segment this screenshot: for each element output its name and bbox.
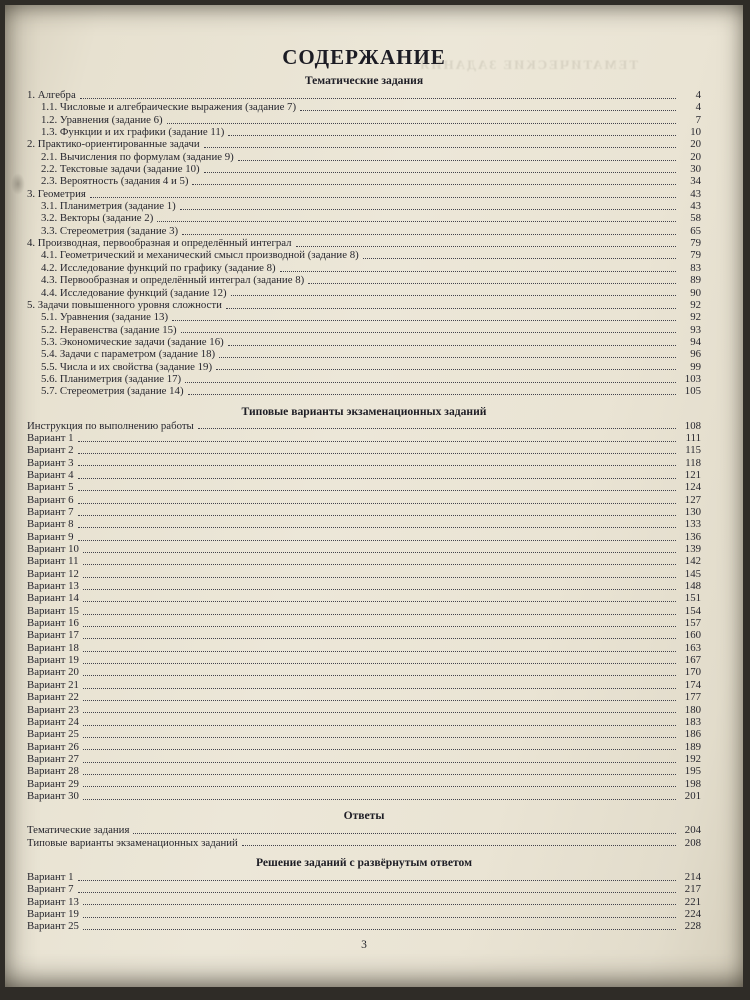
toc-entry-page: 58 (690, 212, 701, 225)
toc-entry-label: 4.2. Исследование функций по графику (задание 8) (41, 261, 276, 274)
toc-entry (27, 920, 701, 932)
dot-leader (188, 394, 676, 395)
toc-entry-page: 10 (690, 126, 701, 139)
dot-leader (83, 725, 676, 726)
toc-entry-label: Вариант 23 (27, 703, 79, 716)
toc-entry (27, 871, 701, 883)
dot-leader (90, 197, 676, 198)
toc-entry (27, 765, 701, 777)
dot-leader (78, 453, 676, 454)
dot-leader (83, 589, 676, 590)
toc-entry-label: Вариант 26 (27, 740, 79, 753)
dot-leader (78, 465, 676, 466)
toc-entry (27, 824, 701, 836)
toc-entry (27, 518, 701, 530)
toc-entry (27, 361, 701, 373)
dot-leader (83, 552, 676, 553)
toc-entry-label: Вариант 21 (27, 678, 79, 691)
toc-entry (27, 883, 701, 895)
dot-leader (83, 663, 676, 664)
toc-entry (27, 420, 701, 432)
toc-entry-page: 94 (690, 335, 701, 348)
page-title: СОДЕРЖАНИЕ (282, 45, 446, 69)
dot-leader (78, 490, 676, 491)
toc-entry-page: 217 (684, 883, 701, 896)
toc-entry-page: 83 (690, 261, 701, 274)
toc-entry-label: Вариант 20 (27, 666, 79, 679)
dot-leader (308, 283, 676, 284)
toc-entry-label: 4.4. Исследование функций (задание 12) (41, 286, 227, 299)
toc-entry (27, 716, 701, 728)
dot-leader (83, 737, 676, 738)
toc-entry (27, 126, 701, 138)
toc-entry-page: 30 (690, 163, 701, 176)
dot-leader (78, 441, 676, 442)
section-heading: Решение заданий с развёрнутым ответом (255, 855, 473, 869)
toc-entry (27, 237, 701, 249)
toc-entry-page: 163 (684, 641, 701, 654)
toc-entry (27, 617, 701, 629)
toc-entry-page: 65 (690, 224, 701, 237)
toc-entry-label: Вариант 7 (27, 883, 74, 896)
toc-entry (27, 138, 701, 150)
toc-entry-page: 93 (690, 323, 701, 336)
toc-entry-page: 142 (684, 555, 701, 568)
toc-entry-page: 118 (685, 456, 701, 469)
toc-entry (27, 543, 701, 555)
toc-entry (27, 679, 701, 691)
toc-entry-label: 4.1. Геометрический и механический смысл производной (задание 8) (41, 249, 359, 262)
toc-entry-label: Вариант 25 (27, 920, 79, 933)
toc-entry-label: 3.3. Стереометрия (задание 3) (41, 224, 179, 237)
toc-entry (27, 457, 701, 469)
toc-entry-page: 115 (685, 444, 701, 457)
toc-entry-page: 79 (690, 237, 701, 250)
toc-entry-label: 5.3. Экономические задачи (задание 16) (41, 335, 224, 348)
toc-entry-label: 4. Производная, первообразная и определённый интеграл (27, 237, 292, 250)
dot-leader (192, 184, 676, 185)
toc-entry-label: 5.7. Стереометрия (задание 14) (41, 385, 184, 398)
toc-entry-label: Вариант 4 (27, 468, 74, 481)
toc-entry-label: Вариант 18 (27, 641, 79, 654)
dot-leader (172, 320, 676, 321)
toc-entry-label: 1. Алгебра (27, 89, 76, 101)
toc-entry-page: 160 (684, 629, 701, 642)
dot-leader (83, 929, 676, 930)
toc-entry (27, 348, 701, 360)
dot-leader (83, 577, 676, 578)
toc-entry (27, 728, 701, 740)
dot-leader (228, 345, 676, 346)
toc-entry-page: 174 (684, 678, 701, 691)
toc-entry (27, 568, 701, 580)
toc-entry-page: 148 (684, 580, 701, 593)
toc-entry-label: Вариант 25 (27, 728, 79, 741)
dot-leader (363, 258, 676, 259)
toc-entry (27, 555, 701, 567)
dot-leader (228, 135, 676, 136)
toc-entry (27, 249, 701, 261)
dot-leader (80, 98, 676, 99)
toc-entry (27, 592, 701, 604)
toc-entry-page: 183 (684, 715, 701, 728)
toc-entry-page: 124 (684, 481, 701, 494)
dot-leader (83, 774, 676, 775)
page-number: 3 (361, 938, 367, 951)
dot-leader (83, 614, 676, 615)
dot-leader (83, 700, 676, 701)
toc-entry-page: 108 (684, 419, 701, 432)
scanned-book-page (5, 5, 743, 987)
dot-leader (83, 675, 676, 676)
dot-leader (242, 845, 676, 846)
dot-leader (78, 540, 676, 541)
dot-leader (83, 762, 676, 763)
dot-leader (83, 799, 676, 800)
toc-entry-label: 3. Геометрия (27, 187, 86, 200)
toc-entry-page: 99 (690, 360, 701, 373)
toc-entry-page: 228 (684, 920, 701, 933)
dot-leader (180, 209, 676, 210)
toc-entry-page: 186 (684, 728, 701, 741)
toc-entry (27, 114, 701, 126)
dot-leader (157, 221, 676, 222)
dot-leader (181, 332, 676, 333)
dot-leader (231, 295, 676, 296)
toc-entry-label: Вариант 30 (27, 789, 79, 802)
toc-entry-label: 4.3. Первообразная и определённый интеграл (задание 8) (41, 274, 305, 287)
toc-entry (27, 287, 701, 299)
dot-leader (83, 688, 676, 689)
toc-entry (27, 753, 701, 765)
toc-entry-label: Вариант 13 (27, 580, 79, 593)
toc-entry-page: 20 (690, 138, 701, 151)
dot-leader (83, 917, 676, 918)
toc-entry-page: 189 (684, 740, 701, 753)
dot-leader (83, 712, 676, 713)
section-heading: Тематические задания (304, 74, 424, 87)
toc-entry (27, 778, 701, 790)
toc-entry (27, 444, 701, 456)
dot-leader (83, 564, 676, 565)
toc-entry (27, 704, 701, 716)
toc-entry-label: 2. Практико-ориентированные задачи (27, 138, 200, 151)
dot-leader (300, 110, 676, 111)
toc-entry-label: Вариант 10 (27, 543, 79, 556)
toc-entry-label: Вариант 1 (27, 870, 74, 883)
toc-entry-page: 43 (690, 200, 701, 213)
toc-entry-label: Вариант 9 (27, 530, 74, 543)
dot-leader (78, 503, 676, 504)
dot-leader (83, 626, 676, 627)
dot-leader (296, 246, 676, 247)
toc-entry-label: 5.1. Уравнения (задание 13) (41, 311, 169, 324)
toc-entry-page: 96 (690, 348, 701, 361)
toc-entry-page: 92 (690, 311, 701, 324)
dot-leader (204, 172, 676, 173)
toc-entry (27, 469, 701, 481)
toc-entry-label: Вариант 6 (27, 493, 74, 506)
dot-leader (78, 892, 676, 893)
toc-entry-label: Типовые варианты экзаменационных заданий (27, 836, 238, 849)
toc-entry-page: 136 (684, 530, 701, 543)
toc-entry-label: Вариант 29 (27, 777, 79, 790)
toc-entry-label: Вариант 11 (27, 555, 79, 568)
dot-leader (83, 904, 676, 905)
toc-entry (27, 908, 701, 920)
toc-entry-page: 221 (684, 895, 701, 908)
dot-leader (83, 786, 676, 787)
toc-entry-label: 1.3. Функции и их графики (задание 11) (41, 126, 225, 139)
bleedthrough-text: ТЕМАТИЧЕСКИЕ ЗАДАНИЯ (418, 57, 638, 72)
dot-leader (204, 147, 676, 148)
toc-entry (27, 299, 701, 311)
toc-entry-label: Вариант 27 (27, 752, 79, 765)
toc-entry-page: 145 (684, 567, 701, 580)
toc-entry (27, 385, 701, 397)
section-heading: Типовые варианты экзаменационных заданий (241, 404, 487, 418)
toc-entry-page: 151 (684, 592, 701, 605)
toc-entry-label: Вариант 17 (27, 629, 79, 642)
toc-entry (27, 432, 701, 444)
toc-entry-page: 103 (684, 372, 701, 385)
toc-entry-page: 121 (684, 468, 701, 481)
margin-smudge (11, 173, 25, 195)
toc-entry (27, 151, 701, 163)
toc-entry-label: Вариант 19 (27, 654, 79, 667)
toc-entry-page: 130 (684, 506, 701, 518)
toc-entry-label: Инструкция по выполнению работы (27, 419, 194, 432)
toc-entry (27, 324, 701, 336)
toc-entry-label: Вариант 7 (27, 506, 74, 518)
toc-entry (27, 175, 701, 187)
toc-entry-page: 4 (695, 101, 701, 114)
dot-leader (78, 478, 676, 479)
toc-entry-page: 92 (690, 298, 701, 311)
toc-entry (27, 274, 701, 286)
toc-entry-page: 157 (684, 617, 701, 630)
toc-entry-page: 214 (684, 870, 701, 883)
dot-leader (83, 651, 676, 652)
toc-entry (27, 629, 701, 641)
toc-entry-page: 79 (690, 249, 701, 262)
toc-entry-page: 20 (690, 150, 701, 163)
toc-entry-label: Вариант 2 (27, 444, 74, 457)
toc-entry-label: 5.6. Планиметрия (задание 17) (41, 372, 182, 385)
section-heading: Ответы (343, 809, 385, 823)
toc-entry-label: 5.4. Задачи с параметром (задание 18) (41, 348, 216, 361)
toc-entry-page: 133 (684, 518, 701, 531)
dot-leader (78, 880, 676, 881)
dot-leader (167, 123, 676, 124)
toc-entry (27, 896, 701, 908)
toc-entry-page: 139 (684, 543, 701, 556)
dot-leader (226, 308, 676, 309)
toc-entry-page: 170 (684, 666, 701, 679)
toc-entry (27, 188, 701, 200)
toc-entry (27, 336, 701, 348)
toc-entry-page: 127 (684, 493, 701, 506)
toc-entry-page: 201 (684, 789, 701, 802)
dot-leader (83, 638, 676, 639)
toc-entry (27, 837, 701, 849)
toc-entry (27, 494, 701, 506)
toc-entry (27, 373, 701, 385)
toc-entry (27, 262, 701, 274)
toc-entry-label: 2.2. Текстовые задачи (задание 10) (41, 163, 200, 176)
toc-entry-label: Вариант 16 (27, 617, 79, 630)
toc-entry-label: 3.2. Векторы (задание 2) (41, 212, 154, 225)
dot-leader (78, 515, 676, 516)
toc-entry (27, 790, 701, 802)
toc-entry (27, 666, 701, 678)
toc-entry-label: Вариант 22 (27, 691, 79, 704)
dot-leader (83, 601, 676, 602)
toc-entry-page: 7 (695, 113, 701, 126)
dot-leader (198, 428, 676, 429)
toc-entry-label: 2.1. Вычисления по формулам (задание 9) (41, 150, 234, 163)
dot-leader (238, 160, 676, 161)
toc-entry-label: Вариант 19 (27, 907, 79, 920)
toc-entry (27, 89, 701, 101)
toc-entry (27, 212, 701, 224)
toc-entry (27, 506, 701, 518)
toc-entry-page: 192 (684, 752, 701, 765)
dot-leader (83, 749, 676, 750)
toc-entry-page: 224 (684, 907, 701, 920)
toc-entry-label: Тематические задания (27, 824, 130, 837)
toc-entry-page: 89 (690, 274, 701, 287)
dot-leader (182, 234, 676, 235)
toc-entry-label: 2.3. Вероятность (задания 4 и 5) (41, 175, 189, 188)
toc-entry-page: 167 (684, 654, 701, 667)
toc-entry-page: 4 (695, 89, 701, 101)
toc-entry-page: 111 (685, 431, 701, 444)
dot-leader (133, 833, 676, 834)
dot-leader (185, 382, 676, 383)
toc-entry-label: Вариант 3 (27, 456, 74, 469)
toc-entry-page: 198 (684, 777, 701, 790)
toc-entry-page: 43 (690, 187, 701, 200)
toc-entry (27, 691, 701, 703)
toc-entry (27, 200, 701, 212)
toc-entry-label: 1.1. Числовые и алгебраические выражения (задание 7) (41, 101, 297, 114)
toc-entry-label: Вариант 8 (27, 518, 74, 531)
toc-entry-page: 180 (684, 703, 701, 716)
toc-entry-label: Вариант 1 (27, 431, 74, 444)
dot-leader (78, 527, 676, 528)
toc-entry-page: 154 (684, 604, 701, 617)
table-of-contents (27, 74, 701, 933)
toc-entry-label: 5.2. Неравенства (задание 15) (41, 323, 177, 336)
toc-entry-label: 3.1. Планиметрия (задание 1) (41, 200, 176, 213)
toc-entry-page: 34 (690, 175, 701, 188)
toc-entry (27, 225, 701, 237)
toc-entry-label: Вариант 5 (27, 481, 74, 494)
toc-entry-label: 1.2. Уравнения (задание 6) (41, 113, 163, 126)
toc-entry (27, 311, 701, 323)
toc-entry-label: Вариант 15 (27, 604, 79, 617)
toc-entry (27, 741, 701, 753)
dot-leader (219, 357, 676, 358)
toc-entry-page: 105 (684, 385, 701, 398)
toc-entry-label: Вариант 12 (27, 567, 79, 580)
toc-entry-label: 5. Задачи повышенного уровня сложности (27, 298, 222, 311)
toc-entry-label: Вариант 24 (27, 715, 79, 728)
toc-entry (27, 642, 701, 654)
toc-entry (27, 580, 701, 592)
toc-entry-page: 195 (684, 765, 701, 778)
toc-entry-label: Вариант 28 (27, 765, 79, 778)
toc-entry (27, 654, 701, 666)
toc-entry (27, 481, 701, 493)
toc-entry (27, 605, 701, 617)
toc-entry-page: 204 (684, 824, 701, 837)
toc-entry-page: 90 (690, 286, 701, 299)
dot-leader (216, 369, 676, 370)
toc-entry-page: 208 (684, 836, 701, 849)
toc-entry (27, 531, 701, 543)
toc-entry-label: Вариант 14 (27, 592, 79, 605)
toc-entry-page: 177 (684, 691, 701, 704)
toc-entry-label: 5.5. Числа и их свойства (задание 19) (41, 360, 213, 373)
toc-entry-label: Вариант 13 (27, 895, 79, 908)
dot-leader (280, 271, 676, 272)
toc-entry (27, 163, 701, 175)
toc-entry (27, 101, 701, 113)
